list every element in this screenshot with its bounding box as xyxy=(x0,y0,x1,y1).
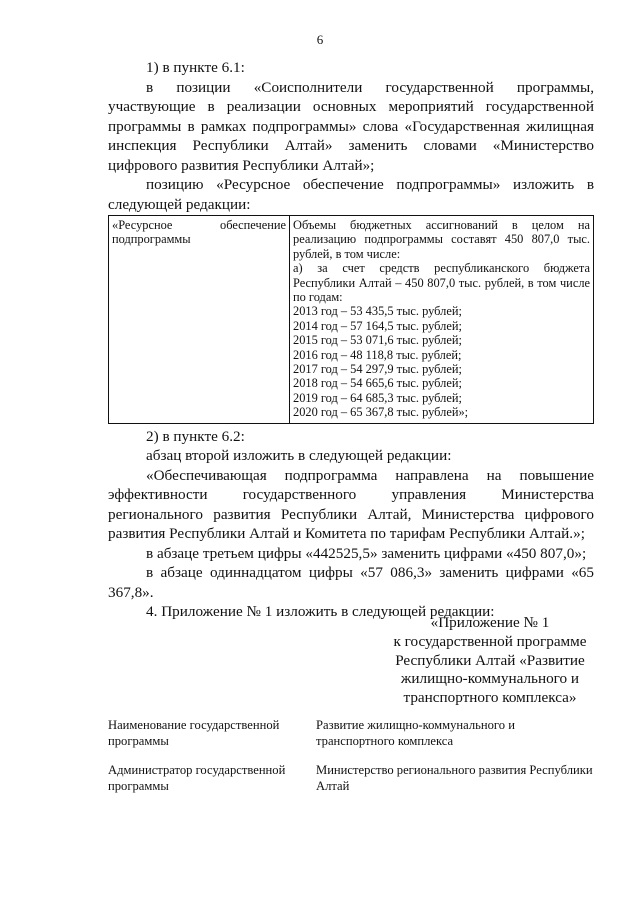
passport-value: Развитие жилищно-коммунального и транспортного комплекса xyxy=(316,718,515,748)
passport-table xyxy=(108,718,594,808)
table-row xyxy=(109,216,594,424)
item2-paragraph-third: в абзаце третьем цифры «442525,5» заменить цифрами «450 807,0»; xyxy=(146,544,587,562)
item1-paragraph-coexecutors: в позиции «Соисполнители государственной программы, участвующие в реализации основных мероприятий государственной программы в рамках подпрограммы» слова «Государственная жилищная инспекция Республики Алтай» заменить словами «Министерство цифрового развития Республики Алтай»; xyxy=(108,78,594,174)
funding-year-line: 2016 год – 48 118,8 тыс. рублей; xyxy=(293,347,462,362)
page-number: 6 xyxy=(316,32,324,47)
funding-year-line: 2014 год – 57 164,5 тыс. рублей; xyxy=(293,318,462,333)
funding-year-line: 2018 год – 54 665,6 тыс. рублей; xyxy=(293,376,462,391)
item2-heading: 2) в пункте 6.2: xyxy=(146,427,245,445)
passport-value: Министерство регионального развития Республики Алтай xyxy=(316,763,593,793)
passport-label: Наименование государственной программы xyxy=(108,718,280,748)
item1-heading: 1) в пункте 6.1: xyxy=(146,59,245,76)
funding-year-line: 2013 год – 53 435,5 тыс. рублей; xyxy=(293,304,462,319)
item4-paragraph: 4. Приложение № 1 изложить в следующей редакции: xyxy=(146,603,495,621)
passport-row xyxy=(108,718,594,749)
funding-year-line: 2019 год – 64 685,3 тыс. рублей; xyxy=(293,390,462,405)
item2-paragraph-intro: абзац второй изложить в следующей редакции: xyxy=(146,447,452,465)
appendix-line: «Приложение № 1 xyxy=(430,614,550,631)
funding-sub: а) за счет средств республиканского бюджета Республики Алтай – 450 807,0 тыс. рублей, в том числе по годам: xyxy=(293,261,590,305)
funding-intro: Объемы бюджетных ассигнований в целом на реализацию подпрограммы составят 450 807,0 тыс. рублей, в том числе: xyxy=(293,218,590,261)
funding-year-line: 2020 год – 65 367,8 тыс. рублей»; xyxy=(293,405,469,420)
funding-year-line: 2015 год – 53 071,6 тыс. рублей; xyxy=(293,333,462,348)
appendix-line: Республики Алтай «Развитие xyxy=(395,651,585,669)
appendix-line: к государственной программе xyxy=(393,632,587,650)
appendix-header xyxy=(360,614,620,708)
document-body xyxy=(108,58,594,622)
appendix-line: транспортного комплекса» xyxy=(403,689,577,707)
funding-year-line: 2017 год – 54 297,9 тыс. рублей; xyxy=(293,362,462,377)
table-cell-funding xyxy=(290,216,594,424)
appendix-line: жилищно-коммунального и xyxy=(400,670,580,688)
resource-table xyxy=(108,215,594,424)
table-cell-position: «Ресурсное обеспечение подпрограммы xyxy=(109,216,290,424)
item2-paragraph-new-text: «Обеспечивающая подпрограмма направлена на повышение эффективности государственного управления Министерства регионального развития Республики Алтай, Министерства цифрового развития Республики Алтай и Комитета по тарифам Республики Алтай.»; xyxy=(108,466,594,543)
item2-paragraph-eleventh: в абзаце одиннадцатом цифры «57 086,3» заменить цифрами «65 367,8». xyxy=(108,564,594,601)
passport-row xyxy=(108,763,594,794)
item1-paragraph-resources: позицию «Ресурсное обеспечение подпрограммы» изложить в следующей редакции: xyxy=(108,176,594,213)
passport-label: Администратор государственной программы xyxy=(108,763,286,793)
